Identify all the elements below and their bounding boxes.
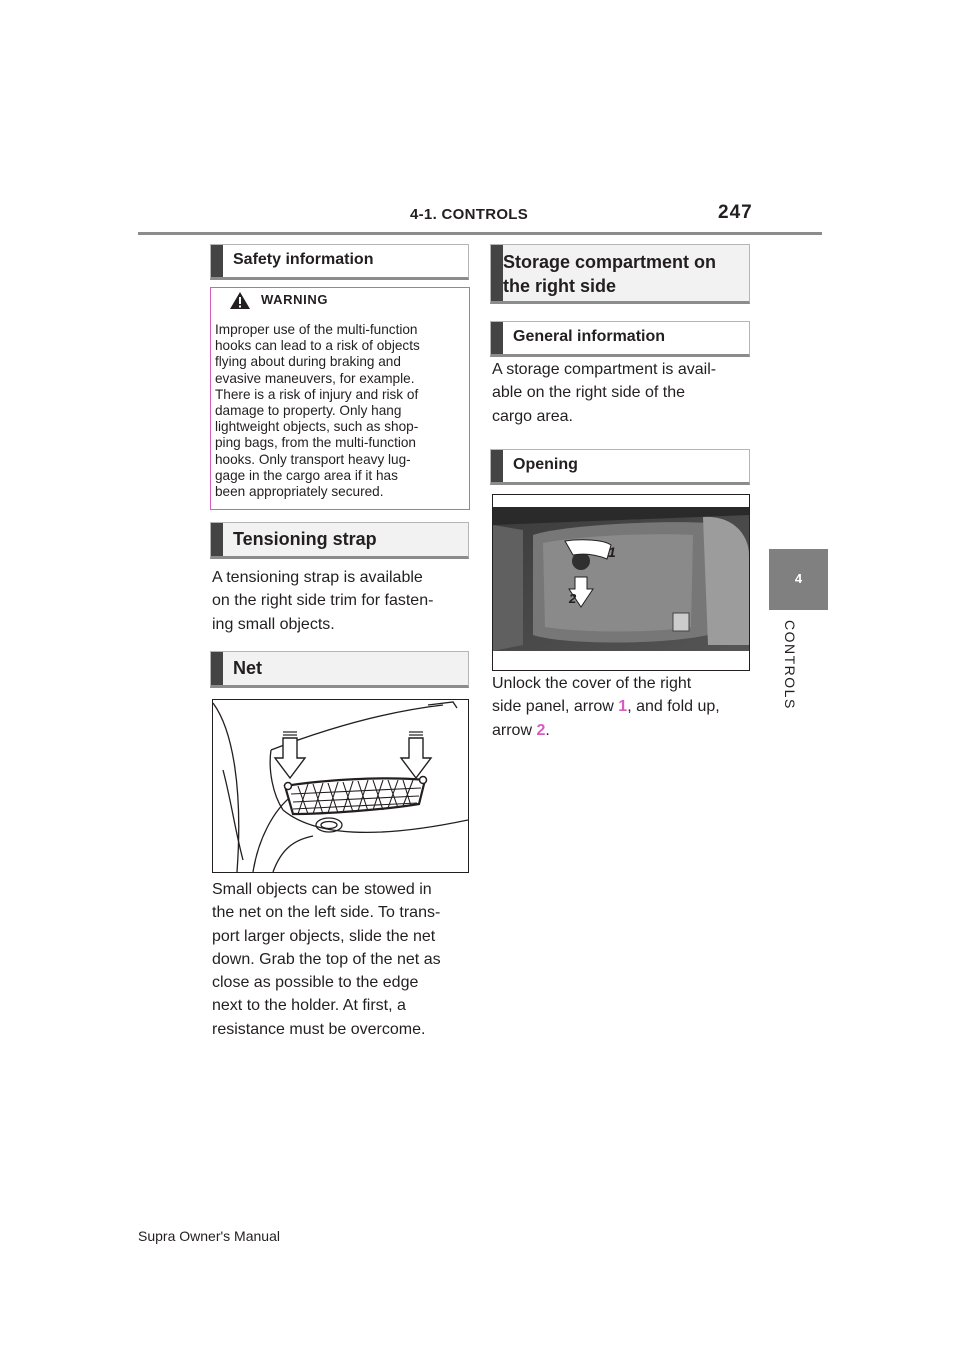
heading-text — [503, 250, 716, 298]
body-line: able on the right side of the — [492, 384, 686, 402]
heading-marker — [211, 245, 223, 277]
body-line: ing small objects. — [212, 615, 335, 633]
general-paragraph — [492, 358, 752, 428]
body-line: A tensioning strap is available — [212, 569, 423, 586]
heading-marker — [211, 523, 223, 556]
warning-line: been appropriately secured. — [215, 484, 384, 500]
chapter-tab-label: CONTROLS — [782, 620, 798, 710]
arrow-ref-2: 2 — [536, 721, 546, 739]
storage-figure — [492, 494, 750, 671]
body-line: Unlock the cover of the right — [492, 675, 692, 692]
manual-footer: Supra Owner's Manual — [138, 1228, 280, 1244]
body-line: close as possible to the edge — [212, 974, 419, 992]
warning-triangle-icon — [229, 291, 251, 310]
heading-marker — [491, 322, 503, 354]
cargo-net-illustration — [213, 700, 468, 872]
warning-line: lightweight objects, such as shop- — [215, 419, 419, 435]
warning-label: WARNING — [261, 292, 329, 307]
general-info-heading — [490, 321, 750, 357]
warning-line: ping bags, from the multi-function — [215, 435, 416, 451]
heading-line: the right side — [503, 276, 617, 296]
storage-compartment-photo — [493, 495, 749, 670]
warning-header — [211, 288, 469, 310]
net-heading — [210, 651, 469, 688]
warning-line: evasive maneuvers, for example. — [215, 370, 415, 386]
body-line: cargo area. — [492, 407, 573, 425]
body-text: . — [545, 721, 550, 739]
heading-text: Safety information — [233, 251, 374, 268]
net-paragraph — [212, 878, 472, 1041]
body-line: next to the holder. At first, a — [212, 997, 406, 1015]
heading-marker — [491, 450, 503, 482]
chapter-tab-number: 4 — [794, 571, 803, 586]
warning-line: hooks can lead to a risk of objects — [215, 338, 420, 354]
body-line: Small objects can be stowed in — [212, 881, 432, 898]
heading-text: General information — [513, 328, 666, 345]
figure-arrow-label-2: 2 — [569, 591, 577, 606]
warning-line: Improper use of the multi-function — [215, 322, 418, 337]
warning-line: gage in the cargo area if it has — [215, 467, 398, 483]
warning-line: hooks. Only transport heavy lug- — [215, 451, 411, 467]
body-line — [492, 719, 752, 742]
warning-text — [215, 322, 465, 500]
net-figure — [212, 699, 469, 873]
warning-line: There is a risk of injury and risk of — [215, 386, 419, 402]
warning-line: damage to property. Only hang — [215, 403, 402, 419]
body-line: down. Grab the top of the net as — [212, 950, 441, 968]
tensioning-strap-heading — [210, 522, 469, 559]
warning-box — [210, 287, 470, 510]
unlock-paragraph — [492, 672, 752, 742]
body-line: the net on the left side. To trans- — [212, 904, 441, 922]
header-rule — [138, 232, 822, 235]
figure-arrow-label-1: 1 — [608, 544, 616, 560]
body-line: port larger objects, slide the net — [212, 927, 436, 945]
body-text: arrow — [492, 721, 537, 739]
heading-marker — [211, 652, 223, 685]
body-line — [492, 695, 752, 718]
body-text: , and fold up, — [627, 698, 720, 716]
storage-compartment-heading — [490, 244, 750, 304]
page-number: 247 — [718, 202, 753, 223]
section-title: 4-1. CONTROLS — [410, 206, 529, 223]
heading-text: Tensioning strap — [233, 529, 377, 549]
heading-text: Net — [233, 658, 263, 678]
body-text: side panel, arrow — [492, 698, 619, 716]
arrow-ref-1: 1 — [618, 698, 628, 716]
warning-line: flying about during braking and — [215, 354, 401, 370]
heading-line: Storage compartment on — [503, 252, 717, 272]
safety-info-heading — [210, 244, 469, 280]
strap-paragraph — [212, 566, 472, 636]
body-line: resistance must be overcome. — [212, 1020, 426, 1038]
body-line: on the right side trim for fasten- — [212, 592, 434, 610]
heading-text: Opening — [513, 456, 578, 473]
body-line: A storage compartment is avail- — [492, 361, 717, 378]
opening-heading — [490, 449, 750, 485]
heading-marker — [491, 245, 503, 301]
